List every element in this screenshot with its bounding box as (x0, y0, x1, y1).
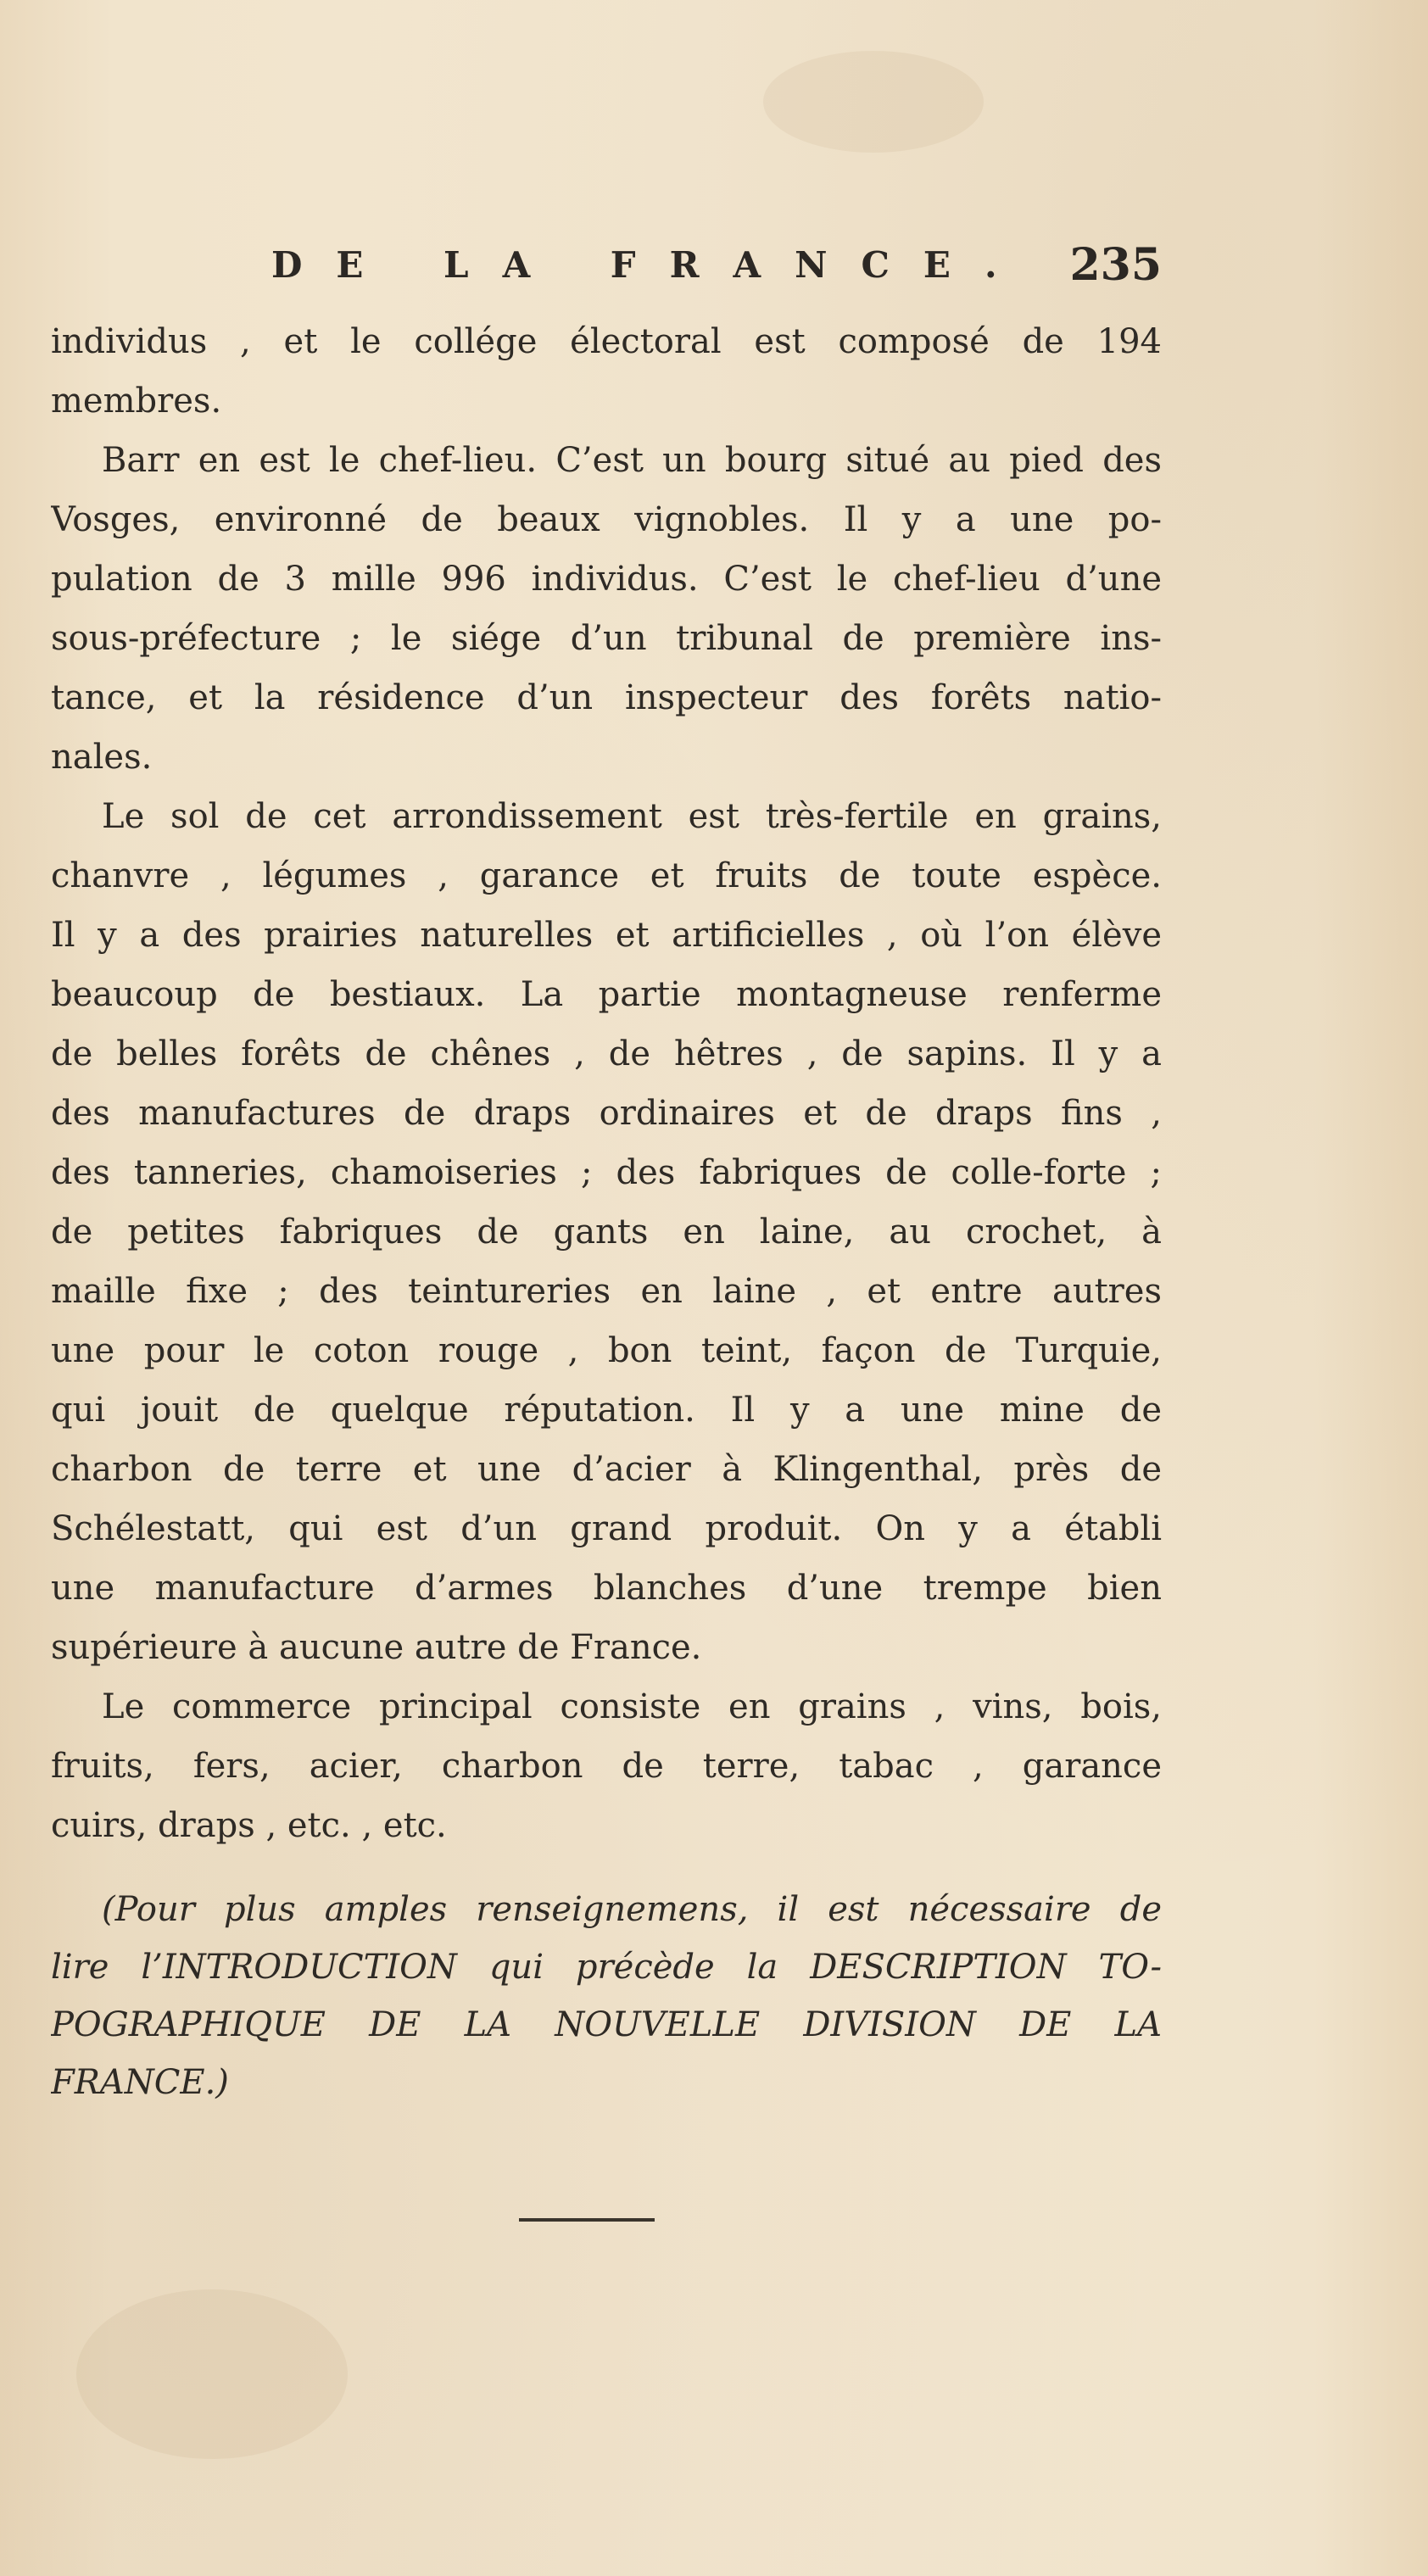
text-line: des manufactures de draps ordinaires et de draps fins , (51, 1094, 1162, 1133)
footnote-line: FRANCE.) (51, 2063, 229, 2102)
end-rule (519, 2218, 655, 2222)
text-line: de belles forêts de chênes , de hêtres , de sapins. Il y a (51, 1034, 1162, 1073)
text-line: Il y a des prairies naturelles et artificielles , où l’on élève (51, 916, 1162, 955)
footnote-line: POGRAPHIQUE DE LA NOUVELLE DIVISION DE LA (51, 2005, 1162, 2044)
text-line: membres. (51, 382, 222, 421)
text-line: une manufacture d’armes blanches d’une trempe bien (51, 1569, 1162, 1608)
text-line: Le sol de cet arrondissement est très-fertile en grains, (102, 797, 1162, 836)
paper-stain (76, 2289, 348, 2459)
text-line: individus , et le collége électoral est composé de 194 (51, 322, 1162, 361)
text-line: de petites fabriques de gants en laine, au crochet, à (51, 1213, 1162, 1252)
text-line: Vosges, environné de beaux vignobles. Il y a une po- (51, 500, 1162, 539)
running-title: DE LA FRANCE. (271, 244, 1031, 286)
text-line: Barr en est le chef-lieu. C’est un bourg situé au pied des (102, 441, 1162, 480)
text-line: nales. (51, 738, 153, 777)
text-line: beaucoup de bestiaux. La partie montagneuse renferme (51, 975, 1162, 1014)
body-text (51, 312, 1162, 1855)
text-line: tance, et la résidence d’un inspecteur des forêts natio- (51, 678, 1162, 717)
running-head (271, 239, 1162, 295)
footnote-line: lire l’INTRODUCTION qui précède la DESCRIPTION TO- (51, 1948, 1162, 1987)
text-line: fruits, fers, acier, charbon de terre, tabac , garance (51, 1747, 1162, 1786)
text-line: maille fixe ; des teintureries en laine , et entre autres (51, 1272, 1162, 1311)
text-line: sous-préfecture ; le siége d’un tribunal de première ins- (51, 619, 1162, 658)
text-line: Schélestatt, qui est d’un grand produit. On y a établi (51, 1509, 1162, 1548)
footnote-line: (Pour plus amples renseignemens, il est nécessaire de (102, 1890, 1162, 1929)
text-line: des tanneries, chamoiseries ; des fabriques de colle-forte ; (51, 1153, 1162, 1192)
text-line: Le commerce principal consiste en grains , vins, bois, (102, 1687, 1162, 1726)
text-line: supérieure à aucune autre de France. (51, 1628, 702, 1667)
paper-stain (763, 51, 984, 153)
page-number: 235 (1069, 239, 1162, 291)
text-line: charbon de terre et une d’acier à Klingenthal, près de (51, 1450, 1162, 1489)
text-line: une pour le coton rouge , bon teint, façon de Turquie, (51, 1331, 1162, 1370)
text-line: qui jouit de quelque réputation. Il y a une mine de (51, 1391, 1162, 1430)
text-line: pulation de 3 mille 996 individus. C’est le chef-lieu d’une (51, 560, 1162, 599)
footnote (51, 1881, 1162, 2111)
text-line: cuirs, draps , etc. , etc. (51, 1806, 447, 1845)
text-line: chanvre , légumes , garance et fruits de toute espèce. (51, 856, 1162, 895)
